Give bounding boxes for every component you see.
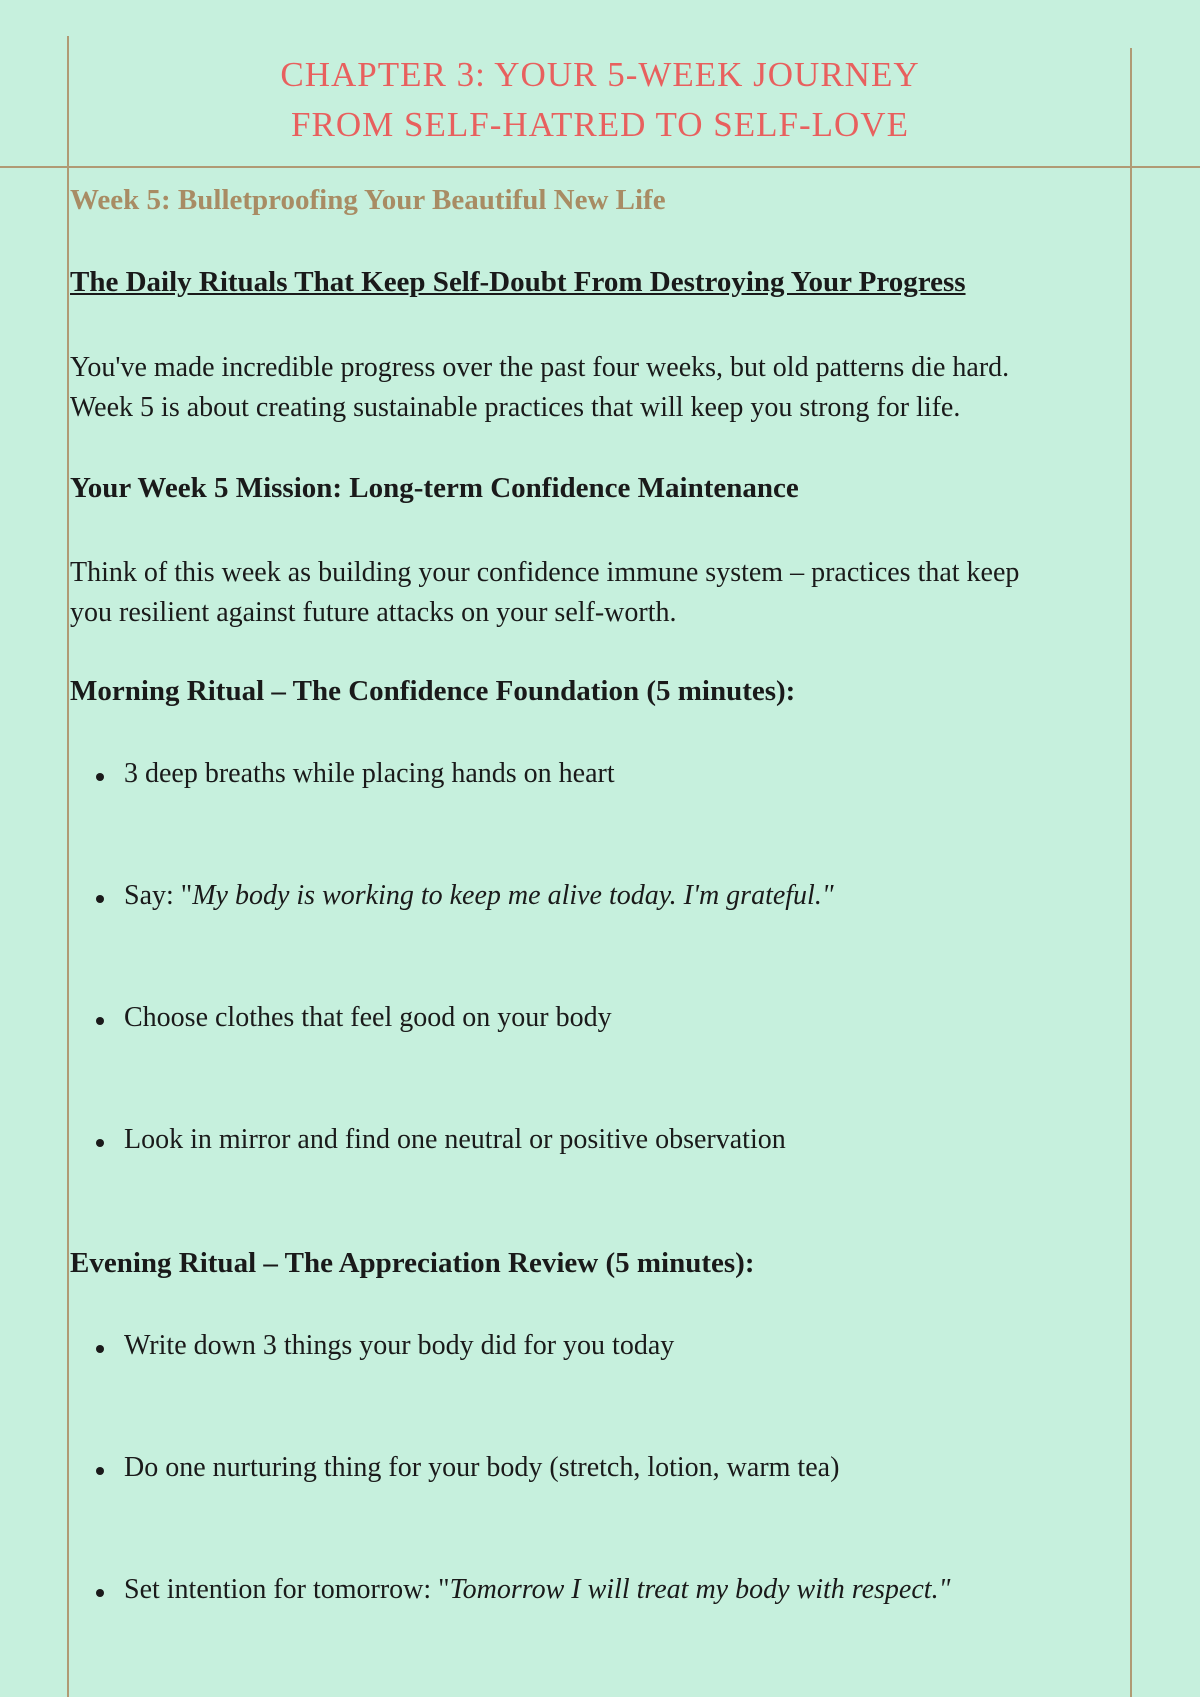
list-item-text: 3 deep breaths while placing hands on heart <box>124 758 615 789</box>
section-subheading: The Daily Rituals That Keep Self-Doubt From Destroying Your Progress <box>70 266 966 298</box>
intro-line1: You've made incredible progress over the past four weeks, but old patterns die hard. <box>70 352 1010 383</box>
list-item-text: Look in mirror and find one neutral or positive observation <box>124 1124 786 1155</box>
list-item <box>96 1330 674 1362</box>
list-item <box>96 1002 612 1034</box>
list-item <box>96 1452 839 1484</box>
left-margin-rule <box>67 36 69 1697</box>
intro-paragraph <box>70 348 1130 428</box>
mission-line2: you resilient against future attacks on your self-worth. <box>70 597 677 628</box>
mission-paragraph <box>70 553 1130 633</box>
chapter-title-line1: CHAPTER 3: YOUR 5-WEEK JOURNEY <box>280 55 920 94</box>
list-item-text: Set intention for tomorrow: " <box>124 1574 450 1605</box>
header-divider <box>0 166 1200 168</box>
list-item-text: Write down 3 things your body did for you today <box>124 1330 675 1361</box>
chapter-title <box>0 50 1200 150</box>
list-item <box>96 1124 786 1156</box>
list-item <box>96 1574 950 1606</box>
list-item <box>96 880 834 912</box>
list-item-text: Do one nurturing thing for your body (stretch, lotion, warm tea) <box>124 1452 840 1483</box>
morning-ritual-heading: Morning Ritual – The Confidence Foundation (5 minutes): <box>70 675 796 707</box>
right-margin-rule <box>1130 48 1132 1697</box>
list-item <box>96 758 615 790</box>
chapter-title-line2: FROM SELF-HATRED TO SELF-LOVE <box>291 105 909 144</box>
list-item-quote: My body is working to keep me alive today. I'm grateful." <box>192 880 834 911</box>
intro-line2: Week 5 is about creating sustainable practices that will keep you strong for life. <box>70 392 961 423</box>
week-heading: Week 5: Bulletproofing Your Beautiful New Life <box>70 184 666 216</box>
list-item-quote: Tomorrow I will treat my body with respect." <box>449 1574 951 1605</box>
list-item-text: Choose clothes that feel good on your body <box>124 1002 612 1033</box>
list-item-text: Say: " <box>124 880 193 911</box>
mission-heading: Your Week 5 Mission: Long-term Confidence Maintenance <box>70 472 799 504</box>
mission-line1: Think of this week as building your confidence immune system – practices that keep <box>70 557 1020 588</box>
evening-ritual-heading: Evening Ritual – The Appreciation Review (5 minutes): <box>70 1247 755 1279</box>
